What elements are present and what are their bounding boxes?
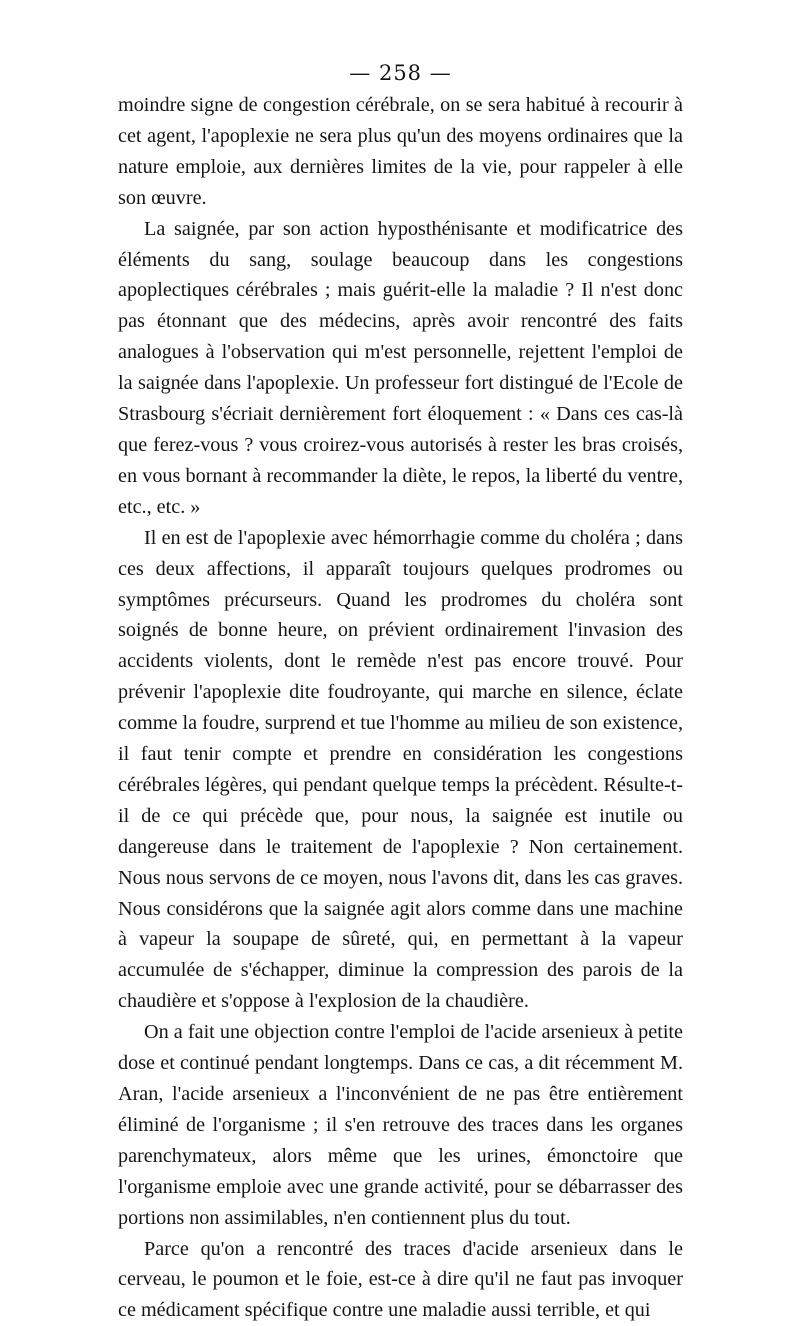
body-text [118,90,683,1326]
paragraph-5: Parce qu'on a rencontré des traces d'acide arsenieux dans le cerveau, le poumon et le foie, est-ce à dire qu'il ne faut pas invoquer ce médicament spécifique contre une maladie aussi terrible, et qui [118,1237,683,1322]
paragraph-2: La saignée, par son action hyposthénisante et modificatrice des éléments du sang, soulage beaucoup dans les congestions apoplectiques cérébrales ; mais guérit-elle la maladie ? Il n'est donc pas étonnant que des médecins, après avoir rencontré des faits analogues à l'observation qui m'est personnelle, rejettent l'emploi de la saignée dans l'apoplexie. Un professeur fort distingué de l'Ecole de Strasbourg s'écriait dernièrement fort éloquement : « Dans ces cas-là que ferez-vous ? vous croirez-vous autorisés à rester les bras croisés, en vous bornant à recommander la diète, le repos, la liberté du ventre, etc., etc. » [118,217,683,518]
paragraph-3: Il en est de l'apoplexie avec hémorrhagie comme du choléra ; dans ces deux affections, il apparaît toujours quelques prodromes ou symptômes précurseurs. Quand les prodromes du choléra sont soignés de bonne heure, on prévient ordinairement l'invasion des accidents violents, dont le remède n'est pas encore trouvé. Pour prévenir l'apoplexie dite foudroyante, qui marche en silence, éclate comme la foudre, surprend et tue l'homme au milieu de son existence, il faut tenir compte et prendre en considération les congestions cérébrales légères, qui pendant quelque temps la précèdent. Résulte-t-il de ce qui précède que, pour nous, la saignée est inutile ou dangereuse dans le traitement de l'apoplexie ? Non certainement. Nous nous servons de ce moyen, nous l'avons dit, dans les cas graves. Nous considérons que la saignée agit alors comme dans une machine à vapeur la soupape de sûreté, qui, en permettant à la vapeur accumulée de s'échapper, diminue la compression des parois de la chaudière et s'oppose à l'explosion de la chaudière. [118,526,683,1013]
book-page [118,58,683,1326]
paragraph-1: moindre signe de congestion cérébrale, on se sera habitué à recourir à cet agent, l'apoplexie ne sera plus qu'un des moyens ordinaires que la nature emploie, aux dernières limites de la vie, pour rappeler à elle son œuvre. [118,94,683,209]
paragraph-4: On a fait une objection contre l'emploi de l'acide arsenieux à petite dose et continué pendant longtemps. Dans ce cas, a dit récemment M. Aran, l'acide arsenieux a l'inconvénient de ne pas être entièrement éliminé de l'organisme ; il s'en retrouve des traces dans les organes parenchymateux, alors même que les urines, émonctoire que l'organisme emploie avec une grande activité, pour se débarrasser des portions non assimilables, n'en contiennent plus du tout. [118,1021,683,1229]
page-number: — 258 — [349,61,452,85]
